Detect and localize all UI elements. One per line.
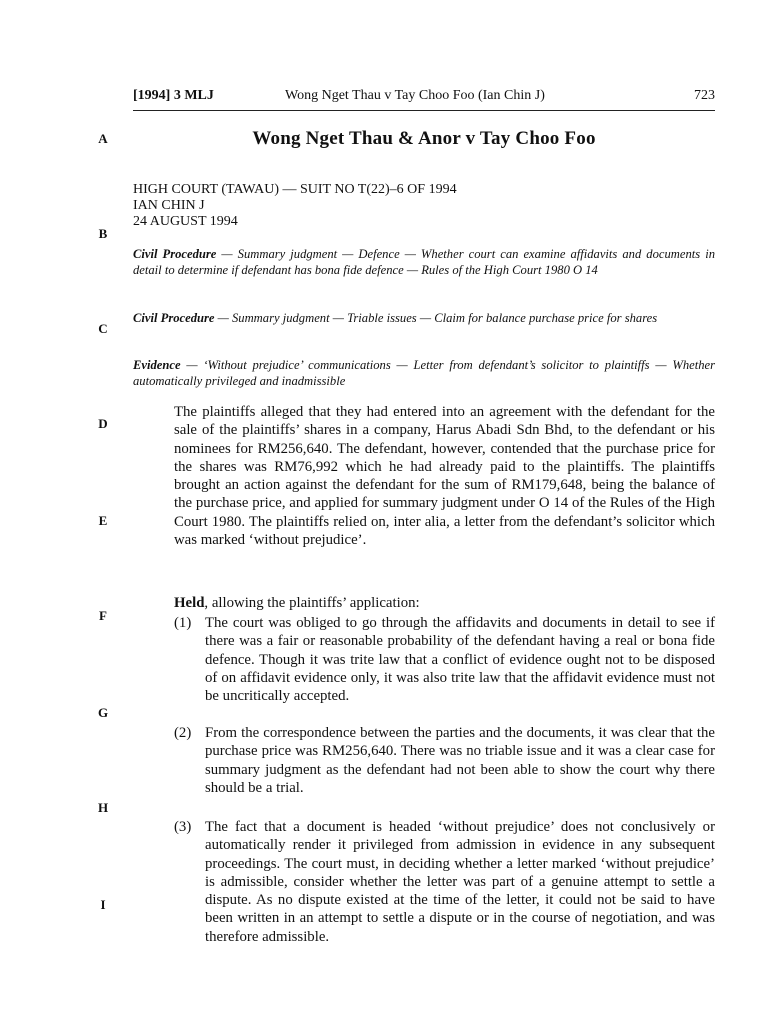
headnote-summary: The plaintiffs alleged that they had entered into an agreement with the defendant for the sale of the plaintiffs’ shares in a company, Harus Abadi Sdn Bhd, to the defendant or his nominees for RM256,640. The defendant, however, contended that the purchase price for the shares was RM76,992 which he had already paid to the plaintiffs. The plaintiffs brought an action against the defendant for the sum of RM179,648, being the balance of the purchase price, and applied for summary judgment under O 14 of the Rules of the High Court 1980. The plaintiffs relied on, inter alia, a letter from the defendant’s solicitor which was marked ‘without prejudice’.	[174, 404, 715, 549]
held-label: Held	[174, 595, 205, 611]
margin-letter-a: A	[98, 131, 108, 146]
page-number: 723	[694, 88, 715, 103]
court-info	[133, 182, 457, 230]
catchword-paragraph	[133, 357, 715, 389]
margin-letter-c: C	[98, 321, 108, 336]
held-item-text: From the correspondence between the parties and the documents, it was clear that the purchase price was RM256,640. There was no triable issue and it was a clear case for summary judgment as the defendant had not been able to show the court why there should be a trial.	[205, 725, 715, 796]
judge-line: IAN CHIN J	[133, 198, 205, 213]
held-item	[174, 614, 715, 705]
margin-letter-b: B	[98, 226, 108, 241]
held-item-number: (2)	[174, 725, 192, 741]
catchword-paragraph	[133, 246, 715, 278]
court-line: HIGH COURT (TAWAU) — SUIT NO T(22)–6 OF 1994	[133, 182, 457, 197]
catchword-text: — Summary judgment — Defence — Whether court can examine affidavits and documents in detail to determine if defendant has bona fide defence — Rules of the High Court 1980 O 14	[133, 247, 715, 277]
date-line: 24 AUGUST 1994	[133, 214, 238, 229]
held-item-number: (3)	[174, 819, 192, 835]
citation: [1994] 3 MLJ	[133, 88, 214, 103]
held-intro	[174, 595, 420, 612]
held-item-text: The fact that a document is headed ‘without prejudice’ does not conclusively or automatically render it privileged from admission in evidence in any subsequent proceedings. The court must, in deciding whether a letter marked ‘without prejudice’ is admissible, consider whether the letter was part of a genuine attempt to settle a dispute. As no dispute existed at the time of the letter, it could not be said to have been written in an attempt to settle a dispute or in the course of negotiation, and was therefore admissible.	[205, 819, 715, 945]
held-item	[174, 724, 715, 797]
catchword-subject: Civil Procedure	[133, 311, 215, 325]
catchword-paragraph	[133, 310, 715, 326]
catchword-text: — ‘Without prejudice’ communications — Letter from defendant’s solicitor to plaintiffs — Whether automatically privileged and inadmissible	[133, 358, 715, 388]
case-title: Wong Nget Thau & Anor v Tay Choo Foo	[252, 128, 596, 149]
held-item-number: (1)	[174, 615, 192, 631]
margin-letter-g: G	[97, 705, 109, 720]
margin-letter-d: D	[98, 416, 108, 431]
held-item	[174, 818, 715, 946]
held-item-text: The court was obliged to go through the affidavits and documents in detail to see if there was a fair or reasonable probability of the defendant having a real or bona fide defence. Though it was trite law that a conflict of evidence ought not to be disposed of on affidavit evidence only, it was also trite law that the affidavit evidence must not be uncritically accepted.	[205, 615, 715, 705]
case-short-title: Wong Nget Thau v Tay Choo Foo (Ian Chin J)	[285, 88, 545, 103]
margin-letter-f: F	[99, 608, 107, 623]
running-head	[133, 88, 715, 111]
catchword-subject: Evidence	[133, 358, 181, 372]
catchword-subject: Civil Procedure	[133, 247, 217, 261]
catchword-text: — Summary judgment — Triable issues — Claim for balance purchase price for shares	[214, 311, 658, 325]
margin-letter-e: E	[98, 513, 108, 528]
held-intro-text: , allowing the plaintiffs’ application:	[204, 595, 420, 611]
margin-letter-h: H	[97, 800, 109, 815]
margin-letter-i: I	[100, 897, 106, 912]
